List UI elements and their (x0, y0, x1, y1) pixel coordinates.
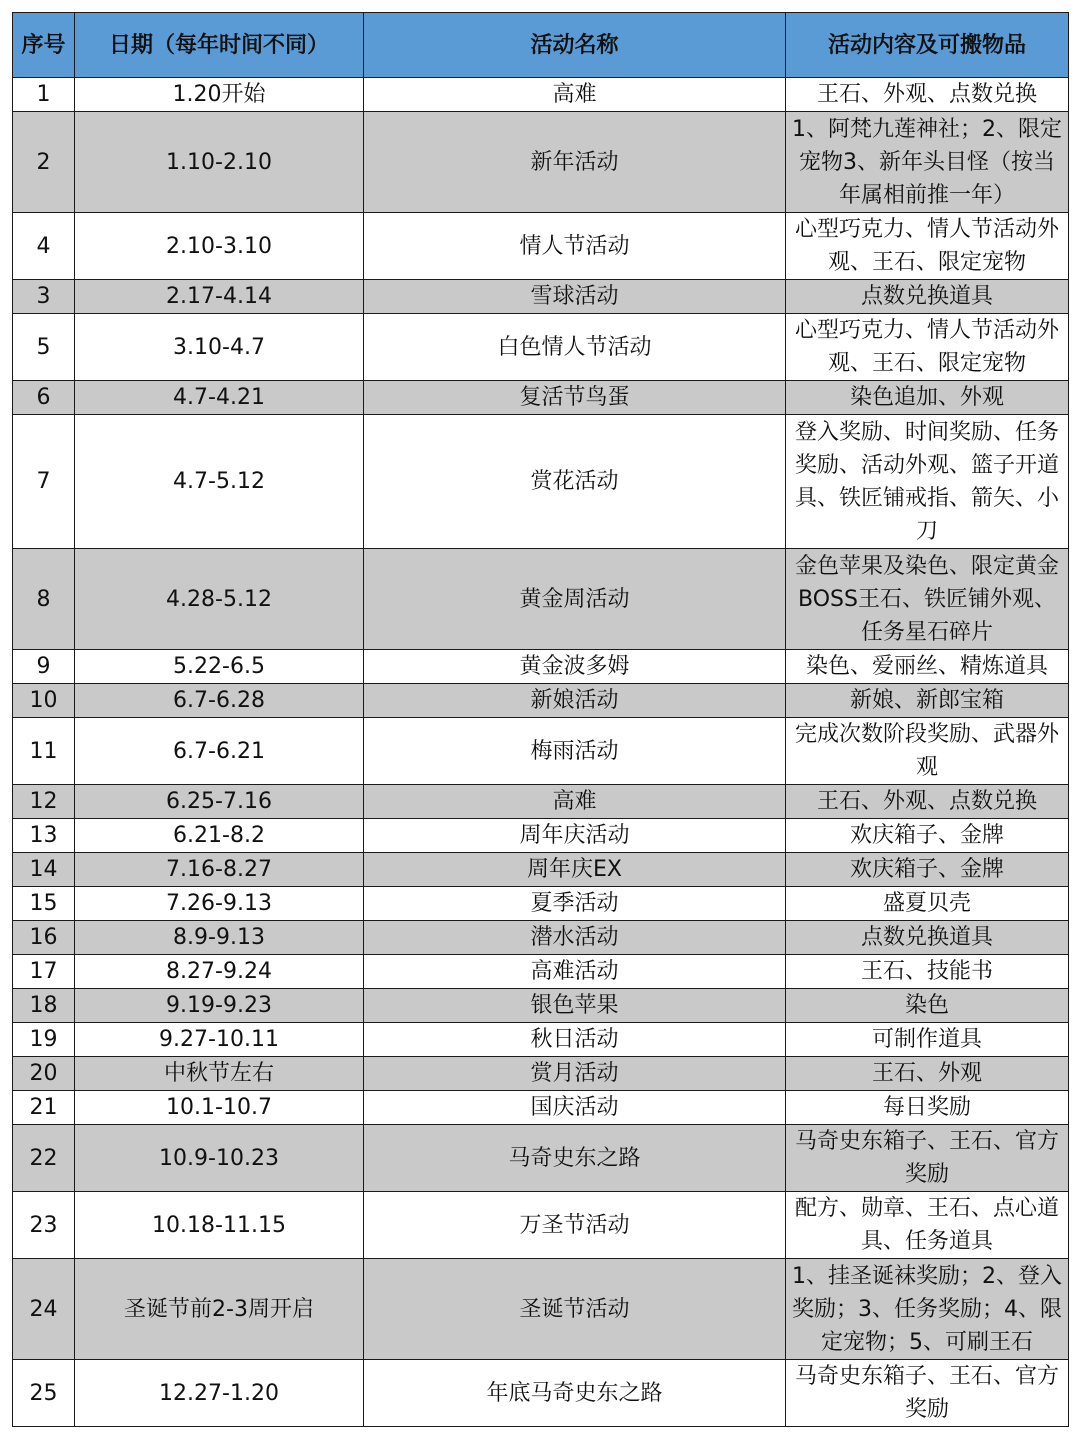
table-row (13, 650, 1069, 684)
cell-number: 16 (13, 921, 75, 955)
cell-number: 8 (13, 549, 75, 650)
table-row (13, 853, 1069, 887)
table-row (13, 78, 1069, 112)
cell-event-name: 高难 (364, 785, 786, 819)
cell-number: 22 (13, 1125, 75, 1192)
cell-event-name: 银色苹果 (364, 989, 786, 1023)
cell-event-content: 欢庆箱子、金牌 (786, 853, 1069, 887)
table-row (13, 1057, 1069, 1091)
table-row (13, 381, 1069, 415)
event-schedule-table (12, 12, 1069, 1427)
cell-event-content: 配方、勋章、王石、点心道具、任务道具 (786, 1192, 1069, 1259)
table-row (13, 1023, 1069, 1057)
cell-number: 2 (13, 112, 75, 213)
cell-number: 7 (13, 415, 75, 549)
cell-event-content: 染色追加、外观 (786, 381, 1069, 415)
cell-event-name: 夏季活动 (364, 887, 786, 921)
cell-event-content: 马奇史东箱子、王石、官方奖励 (786, 1360, 1069, 1427)
cell-event-content: 王石、外观、点数兑换 (786, 78, 1069, 112)
table-row (13, 684, 1069, 718)
table-row (13, 785, 1069, 819)
cell-date: 圣诞节前2-3周开启 (75, 1259, 364, 1360)
cell-date: 6.25-7.16 (75, 785, 364, 819)
table-row (13, 415, 1069, 549)
cell-event-name: 高难活动 (364, 955, 786, 989)
cell-number: 6 (13, 381, 75, 415)
cell-event-name: 情人节活动 (364, 213, 786, 280)
table-row (13, 314, 1069, 381)
cell-number: 19 (13, 1023, 75, 1057)
cell-event-name: 周年庆EX (364, 853, 786, 887)
cell-date: 10.18-11.15 (75, 1192, 364, 1259)
event-schedule-table-container (12, 12, 1068, 1427)
cell-number: 9 (13, 650, 75, 684)
table-row (13, 280, 1069, 314)
cell-date: 4.28-5.12 (75, 549, 364, 650)
cell-date: 10.1-10.7 (75, 1091, 364, 1125)
cell-event-content: 登入奖励、时间奖励、任务奖励、活动外观、篮子开道具、铁匠铺戒指、箭矢、小刀 (786, 415, 1069, 549)
cell-number: 14 (13, 853, 75, 887)
cell-date: 6.21-8.2 (75, 819, 364, 853)
cell-number: 17 (13, 955, 75, 989)
cell-number: 13 (13, 819, 75, 853)
cell-number: 25 (13, 1360, 75, 1427)
cell-date: 7.26-9.13 (75, 887, 364, 921)
cell-event-name: 周年庆活动 (364, 819, 786, 853)
cell-event-content: 新娘、新郎宝箱 (786, 684, 1069, 718)
table-row (13, 1192, 1069, 1259)
cell-event-content: 完成次数阶段奖励、武器外观 (786, 718, 1069, 785)
cell-event-content: 心型巧克力、情人节活动外观、王石、限定宠物 (786, 213, 1069, 280)
cell-number: 4 (13, 213, 75, 280)
cell-number: 5 (13, 314, 75, 381)
cell-number: 20 (13, 1057, 75, 1091)
header-number: 序号 (13, 13, 75, 78)
cell-number: 18 (13, 989, 75, 1023)
cell-date: 10.9-10.23 (75, 1125, 364, 1192)
cell-number: 12 (13, 785, 75, 819)
table-row (13, 549, 1069, 650)
table-row (13, 112, 1069, 213)
cell-event-content: 可制作道具 (786, 1023, 1069, 1057)
table-row (13, 1091, 1069, 1125)
cell-event-name: 新娘活动 (364, 684, 786, 718)
cell-date: 7.16-8.27 (75, 853, 364, 887)
cell-event-name: 梅雨活动 (364, 718, 786, 785)
cell-date: 1.10-2.10 (75, 112, 364, 213)
cell-event-name: 白色情人节活动 (364, 314, 786, 381)
cell-event-content: 王石、外观 (786, 1057, 1069, 1091)
table-row (13, 718, 1069, 785)
cell-event-content: 马奇史东箱子、王石、官方奖励 (786, 1125, 1069, 1192)
cell-event-content: 王石、技能书 (786, 955, 1069, 989)
cell-event-name: 赏月活动 (364, 1057, 786, 1091)
header-date: 日期（每年时间不同） (75, 13, 364, 78)
cell-event-content: 点数兑换道具 (786, 921, 1069, 955)
cell-date: 2.17-4.14 (75, 280, 364, 314)
table-row (13, 1360, 1069, 1427)
cell-number: 24 (13, 1259, 75, 1360)
cell-date: 9.27-10.11 (75, 1023, 364, 1057)
cell-event-content: 金色苹果及染色、限定黄金BOSS王石、铁匠铺外观、任务星石碎片 (786, 549, 1069, 650)
cell-event-content: 王石、外观、点数兑换 (786, 785, 1069, 819)
cell-number: 21 (13, 1091, 75, 1125)
cell-event-name: 黄金周活动 (364, 549, 786, 650)
cell-date: 3.10-4.7 (75, 314, 364, 381)
cell-event-content: 染色、爱丽丝、精炼道具 (786, 650, 1069, 684)
cell-date: 4.7-5.12 (75, 415, 364, 549)
cell-event-name: 国庆活动 (364, 1091, 786, 1125)
cell-event-name: 圣诞节活动 (364, 1259, 786, 1360)
cell-number: 15 (13, 887, 75, 921)
cell-event-content: 心型巧克力、情人节活动外观、王石、限定宠物 (786, 314, 1069, 381)
cell-event-content: 染色 (786, 989, 1069, 1023)
cell-date: 2.10-3.10 (75, 213, 364, 280)
cell-event-name: 马奇史东之路 (364, 1125, 786, 1192)
cell-number: 11 (13, 718, 75, 785)
cell-date: 8.27-9.24 (75, 955, 364, 989)
cell-event-name: 年底马奇史东之路 (364, 1360, 786, 1427)
cell-event-name: 新年活动 (364, 112, 786, 213)
cell-number: 23 (13, 1192, 75, 1259)
table-row (13, 989, 1069, 1023)
cell-event-content: 点数兑换道具 (786, 280, 1069, 314)
cell-number: 1 (13, 78, 75, 112)
cell-date: 1.20开始 (75, 78, 364, 112)
table-row (13, 213, 1069, 280)
cell-event-content: 欢庆箱子、金牌 (786, 819, 1069, 853)
cell-event-content: 1、挂圣诞袜奖励；2、登入奖励；3、任务奖励；4、限定宠物；5、可刷王石 (786, 1259, 1069, 1360)
header-row (13, 13, 1069, 78)
cell-event-name: 复活节鸟蛋 (364, 381, 786, 415)
cell-event-name: 高难 (364, 78, 786, 112)
cell-date: 中秋节左右 (75, 1057, 364, 1091)
header-event-content: 活动内容及可搬物品 (786, 13, 1069, 78)
cell-event-content: 每日奖励 (786, 1091, 1069, 1125)
table-row (13, 1125, 1069, 1192)
cell-number: 3 (13, 280, 75, 314)
cell-date: 9.19-9.23 (75, 989, 364, 1023)
cell-date: 5.22-6.5 (75, 650, 364, 684)
cell-date: 6.7-6.28 (75, 684, 364, 718)
table-row (13, 887, 1069, 921)
cell-date: 12.27-1.20 (75, 1360, 364, 1427)
cell-event-name: 黄金波多姆 (364, 650, 786, 684)
table-row (13, 1259, 1069, 1360)
cell-event-content: 1、阿梵九莲神社；2、限定宠物3、新年头目怪（按当年属相前推一年） (786, 112, 1069, 213)
cell-date: 4.7-4.21 (75, 381, 364, 415)
cell-date: 8.9-9.13 (75, 921, 364, 955)
table-row (13, 921, 1069, 955)
header-event-name: 活动名称 (364, 13, 786, 78)
cell-event-content: 盛夏贝壳 (786, 887, 1069, 921)
table-row (13, 819, 1069, 853)
cell-event-name: 万圣节活动 (364, 1192, 786, 1259)
cell-event-name: 赏花活动 (364, 415, 786, 549)
cell-number: 10 (13, 684, 75, 718)
cell-date: 6.7-6.21 (75, 718, 364, 785)
cell-event-name: 雪球活动 (364, 280, 786, 314)
table-row (13, 955, 1069, 989)
cell-event-name: 秋日活动 (364, 1023, 786, 1057)
cell-event-name: 潜水活动 (364, 921, 786, 955)
